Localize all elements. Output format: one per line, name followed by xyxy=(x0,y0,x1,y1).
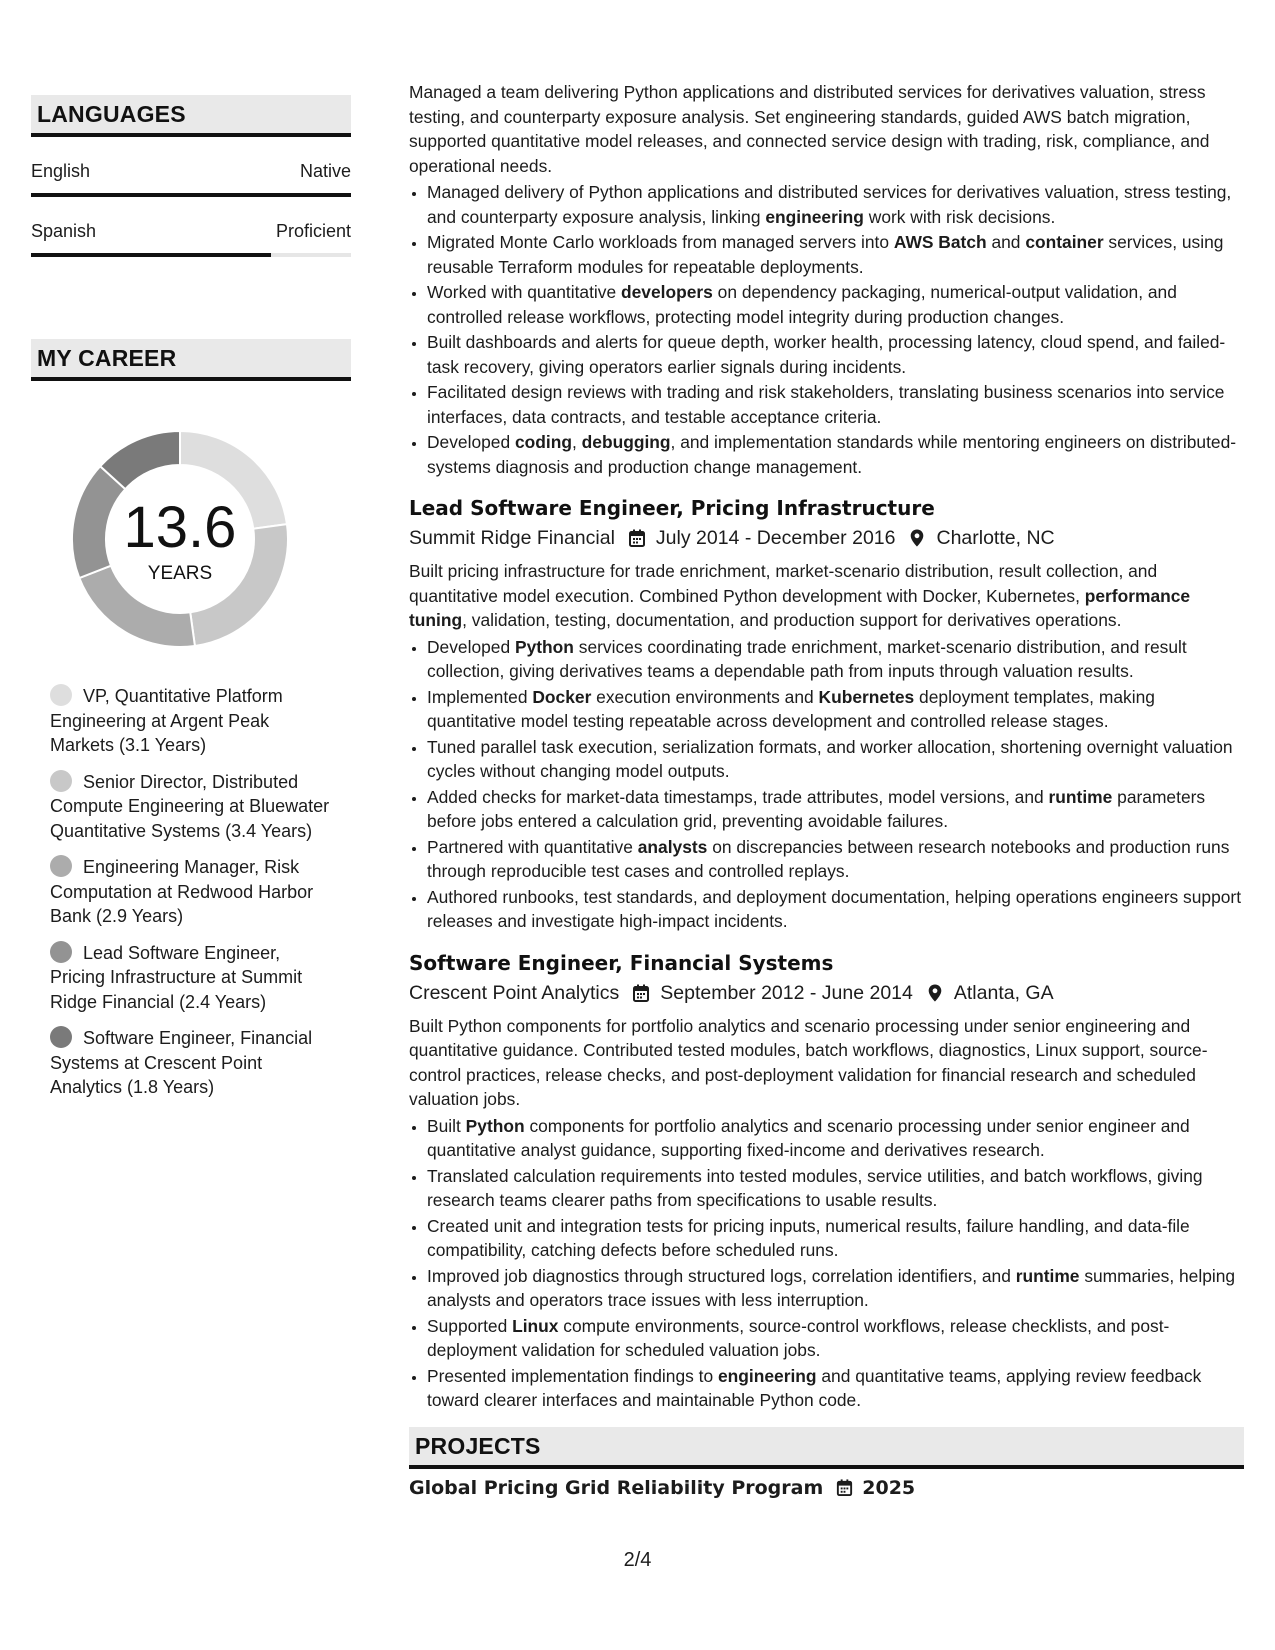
text-run: Partnered with quantitative xyxy=(427,836,638,857)
legend-swatch xyxy=(50,855,72,877)
text-run: components for portfolio analytics and scenario processing under senior engineer and quantitative analyst guidance, supporting fixed-income and derivatives research. xyxy=(427,1115,1190,1160)
job-summary xyxy=(409,559,1244,633)
text-run: Worked with quantitative xyxy=(427,282,621,302)
job-location: Atlanta, GA xyxy=(953,981,1054,1004)
bullet-item xyxy=(427,735,1244,784)
languages-list xyxy=(31,161,351,257)
text-run: Presented implementation findings to xyxy=(427,1365,718,1386)
map-pin-icon xyxy=(907,528,927,548)
text-run: Built Python components for portfolio analytics and scenario processing under senior engineering and quantitative guidance. Contributed tested modules, batch workflows, diagnostics, Linux support, source-control practices, release checks, and post-deployment validation for financial research and scheduled valuation jobs. xyxy=(409,1015,1208,1109)
text-run: execution environments and xyxy=(591,686,819,707)
text-run: and xyxy=(986,232,1026,252)
text-run: parameters before jobs entered a calculation grid, preventing avoidable failures. xyxy=(427,786,1206,831)
project-year: 2025 xyxy=(862,1476,916,1499)
legend-swatch xyxy=(50,1026,72,1048)
text-run: , and implementation standards while mentoring engineers on distributed-systems diagnosis and production change management. xyxy=(427,432,1237,477)
text-run: , validation, testing, documentation, and production support for derivatives operations. xyxy=(462,610,1122,630)
page-number: 2/4 xyxy=(623,1549,652,1571)
text-run: deployment templates, making quantitative model testing repeatable across development and controlled release stages. xyxy=(427,686,1155,731)
bold-keyword: debugging xyxy=(581,432,671,452)
text-run: work with risk decisions. xyxy=(863,206,1056,227)
bullet-item xyxy=(427,1314,1244,1363)
language-name: English xyxy=(31,161,91,181)
text-run: Authored runbooks, test standards, and deployment documentation, helping operations engineers support releases and investigate high-impact incidents. xyxy=(427,886,1242,931)
text-run: Created unit and integration tests for pricing inputs, numerical results, failure handling, and data-file compatibility, catching defects before scheduled runs. xyxy=(427,1215,1190,1260)
career-donut-chart xyxy=(65,424,295,654)
job-meta xyxy=(409,978,1244,1008)
right-column xyxy=(409,80,1244,1499)
text-run: summaries, helping analysts and operators trace issues with less interruption. xyxy=(427,1265,1236,1310)
bullet-item xyxy=(427,785,1244,834)
bullet-item xyxy=(427,685,1244,734)
job-summary xyxy=(409,1014,1244,1112)
bold-keyword: AWS Batch xyxy=(893,232,987,252)
bold-keyword: performance tuning xyxy=(409,585,1191,630)
bullet-item xyxy=(427,1164,1244,1213)
bold-keyword: engineering xyxy=(717,1365,817,1386)
bold-keyword: Docker xyxy=(532,686,592,707)
text-run: services coordinating trade enrichment, market-scenario distribution, and result collection, giving derivatives teams a dependable path from inputs through valuation results. xyxy=(427,636,1187,681)
bold-keyword: Linux xyxy=(512,1315,559,1336)
bullet-item xyxy=(427,885,1244,934)
job-location: Charlotte, NC xyxy=(936,527,1055,549)
bold-keyword: engineering xyxy=(765,206,864,227)
language-bar xyxy=(31,253,351,257)
job-dates: July 2014 - December 2016 xyxy=(655,527,896,549)
text-run: Added checks for market-data timestamps, trade attributes, model versions, and xyxy=(427,786,1049,807)
text-run: services, using reusable Terraform modules for repeatable deployments. xyxy=(427,232,1224,277)
job-meta xyxy=(409,523,1244,553)
legend-label: Software Engineer, Financial Systems at Crescent Point Analytics (1.8 Years) xyxy=(50,1028,313,1097)
bullet-item xyxy=(427,330,1244,379)
language-row xyxy=(31,161,351,182)
job-bullet-list xyxy=(409,635,1244,934)
calendar-icon xyxy=(631,983,651,1003)
career-heading: MY CAREER xyxy=(31,339,351,381)
bold-keyword: container xyxy=(1025,232,1104,252)
project-item xyxy=(409,1477,1244,1499)
job-list xyxy=(409,493,1244,1413)
intro-summary: Managed a team delivering Python applications and distributed services for derivatives valuation, stress testing, and counterparty exposure analysis. Set engineering standards, guided AWS batch migration, supported quantitative model releases, and connected service design with trading, risk, compliance, and operational needs. xyxy=(409,82,1210,176)
job-bullet-list xyxy=(409,1114,1244,1413)
text-run: Managed delivery of Python applications and distributed services for derivatives valuation, stress testing, and counterparty exposure analysis, linking xyxy=(427,182,1232,227)
language-bar xyxy=(31,193,351,197)
bold-keyword: runtime xyxy=(1048,786,1113,807)
language-level: Native xyxy=(299,161,351,181)
bullet-item xyxy=(427,635,1244,684)
bold-keyword: analysts xyxy=(637,836,708,857)
language-row xyxy=(31,221,351,242)
text-run: compute environments, source-control workflows, release checklists, and post-deployment validation for scheduled valuation jobs. xyxy=(427,1315,1170,1360)
bold-keyword: Python xyxy=(514,636,574,657)
text-run: Supported xyxy=(427,1315,513,1336)
left-column xyxy=(31,95,351,1112)
career-legend xyxy=(50,684,335,1100)
job-company: Summit Ridge Financial xyxy=(409,527,615,549)
bold-keyword: developers xyxy=(620,282,713,302)
bullet-item xyxy=(427,835,1244,884)
text-run: on dependency packaging, numerical-output validation, and controlled release workflows, protecting model integrity during production changes. xyxy=(427,282,1177,327)
intro-bullet-list xyxy=(409,180,1244,479)
text-run: Developed xyxy=(427,432,515,452)
job-dates: September 2012 - June 2014 xyxy=(660,981,913,1004)
projects-heading: PROJECTS xyxy=(409,1427,1244,1469)
job-title: Lead Software Engineer, Pricing Infrastructure xyxy=(409,496,935,520)
career-total-years: 13.6 xyxy=(123,495,237,560)
language-bar-fill xyxy=(31,193,351,197)
text-run: on discrepancies between research notebooks and production runs through reproducible test cases and controlled replays. xyxy=(427,836,1230,881)
legend-label: Engineering Manager, Risk Computation at Redwood Harbor Bank (2.9 Years) xyxy=(50,857,314,926)
career-legend-item xyxy=(50,941,335,1015)
text-run: and quantitative teams, applying review feedback toward clearer interfaces and maintainable Python code. xyxy=(427,1365,1202,1410)
bullet-item xyxy=(427,180,1244,229)
legend-swatch xyxy=(50,941,72,963)
career-legend-item xyxy=(50,1026,335,1100)
calendar-icon xyxy=(835,1478,854,1497)
bullet-item xyxy=(427,1214,1244,1263)
text-run: Built xyxy=(427,1115,466,1136)
text-run: Facilitated design reviews with trading and risk stakeholders, translating business scenarios into service interfaces, data contracts, and testable acceptance criteria. xyxy=(427,382,1225,427)
text-run: Improved job diagnostics through structured logs, correlation identifiers, and xyxy=(427,1265,1016,1286)
legend-swatch xyxy=(50,684,72,706)
text-run: Implemented xyxy=(427,686,533,707)
donut-center xyxy=(65,424,295,654)
project-title: Global Pricing Grid Reliability Program xyxy=(409,1476,824,1499)
job-title: Software Engineer, Financial Systems xyxy=(409,950,834,975)
bullet-item xyxy=(427,430,1244,479)
career-legend-item xyxy=(50,855,335,929)
legend-label: Lead Software Engineer, Pricing Infrastructure at Summit Ridge Financial (2.4 Years) xyxy=(50,942,303,1012)
job-company: Crescent Point Analytics xyxy=(409,981,620,1004)
bullet-item xyxy=(427,1264,1244,1313)
text-run: Migrated Monte Carlo workloads from managed servers into xyxy=(427,232,894,252)
language-level: Proficient xyxy=(275,221,351,241)
text-run: Developed xyxy=(427,636,515,657)
calendar-icon xyxy=(627,528,647,548)
text-run: Translated calculation requirements into tested modules, service utilities, and batch workflows, giving research teams clearer paths from specifications to usable results. xyxy=(427,1165,1203,1210)
language-name: Spanish xyxy=(31,221,97,241)
bullet-item xyxy=(427,230,1244,279)
text-run: Built dashboards and alerts for queue depth, worker health, processing latency, cloud spend, and failed-task recovery, giving operators earlier signals during incidents. xyxy=(427,332,1226,377)
bullet-item xyxy=(427,280,1244,329)
legend-swatch xyxy=(50,770,72,792)
career-legend-item xyxy=(50,684,335,758)
bold-keyword: Python xyxy=(465,1115,525,1136)
legend-label: Senior Director, Distributed Compute Engineering at Bluewater Quantitative Systems (3.4 Years) xyxy=(50,771,330,841)
career-legend-item xyxy=(50,770,335,844)
language-bar-fill xyxy=(31,253,271,257)
bullet-item xyxy=(427,380,1244,429)
bullet-item xyxy=(427,1364,1244,1413)
legend-label: VP, Quantitative Platform Engineering at Argent Peak Markets (3.1 Years) xyxy=(50,686,283,755)
text-run: Tuned parallel task execution, serialization formats, and worker allocation, shortening overnight valuation cycles without changing model outputs. xyxy=(427,736,1233,781)
text-run: , xyxy=(571,432,582,452)
languages-heading: LANGUAGES xyxy=(31,95,351,137)
bold-keyword: Kubernetes xyxy=(818,686,915,707)
bold-keyword: coding xyxy=(514,432,572,452)
text-run: Built pricing infrastructure for trade enrichment, market-scenario distribution, result collection, and quantitative model execution. Combined Python development with Docker, Kubernetes, xyxy=(409,561,1158,606)
bold-keyword: runtime xyxy=(1015,1265,1080,1286)
map-pin-icon xyxy=(925,983,945,1003)
bullet-item xyxy=(427,1114,1244,1163)
career-years-unit: YEARS xyxy=(147,563,213,584)
